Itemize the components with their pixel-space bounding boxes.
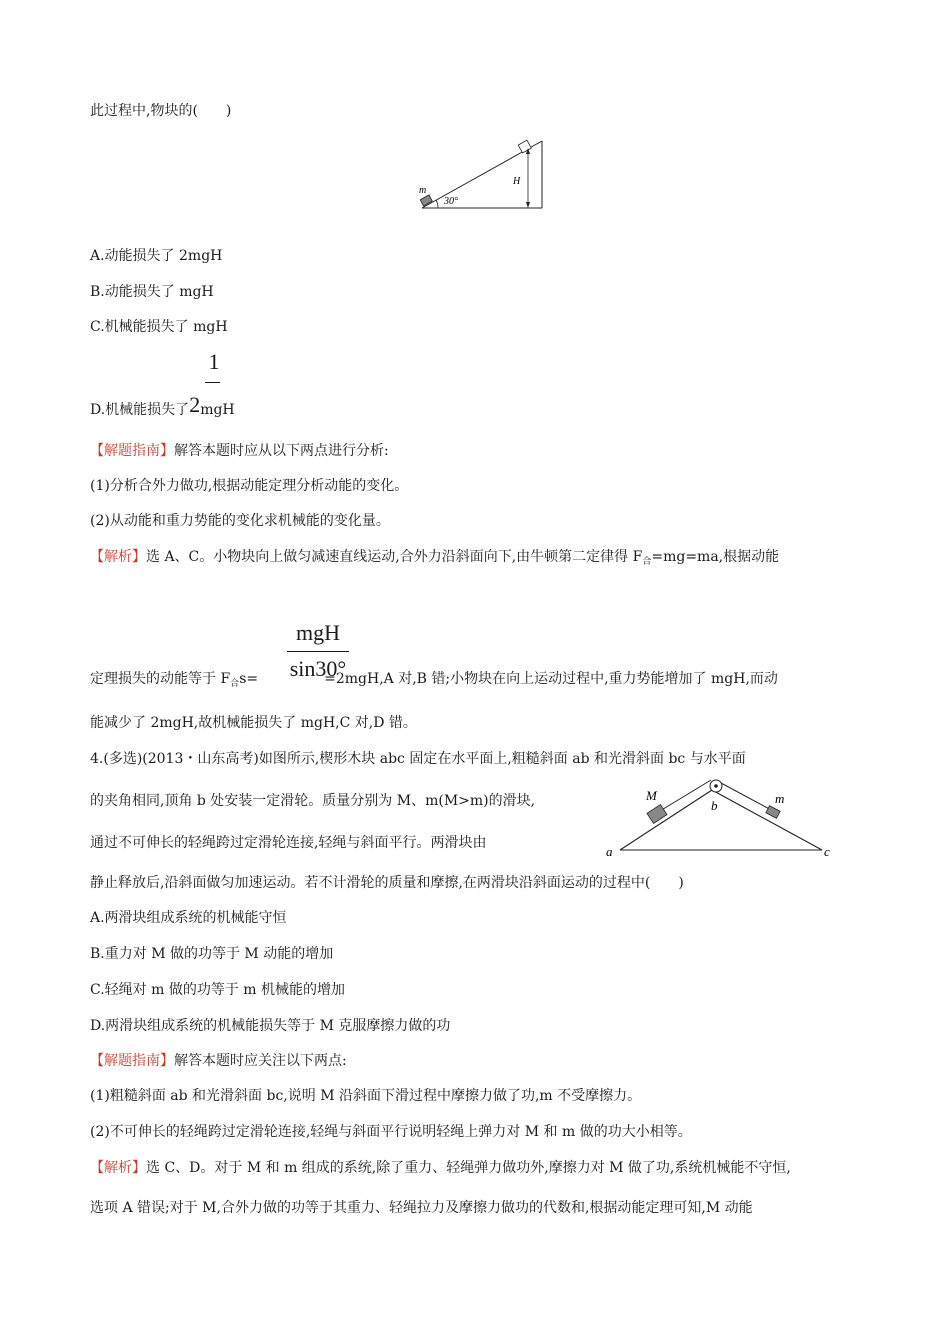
label-c: c xyxy=(824,844,830,859)
q4-analysis-1 xyxy=(90,1159,791,1177)
q3-option-b: B.动能损失了 mgH xyxy=(90,284,214,300)
height-label: H xyxy=(513,176,521,187)
q3-analysis-2 xyxy=(90,670,778,690)
analysis-tag: 【解析】 xyxy=(90,549,146,565)
frac-numerator: mgH xyxy=(296,620,340,645)
angle-label: 30° xyxy=(444,196,458,207)
q4-guide-1: (1)粗糙斜面 ab 和光滑斜面 bc,说明 M 沿斜面下滑过程中摩擦力做了功,m 不受摩擦力。 xyxy=(90,1088,642,1104)
q3-option-d xyxy=(90,392,235,419)
q3-guide xyxy=(90,442,389,460)
q4-stem-2: 的夹角相同,顶角 b 处安装一定滑轮。质量分别为 M、m(M>m)的滑块, xyxy=(90,793,536,809)
analysis-text: 选 A、C。小物块向上做匀减速直线运动,合外力沿斜面向下,由牛顿第二定律得 F xyxy=(146,549,643,565)
q4-guide-2: (2)不可伸长的轻绳跨过定滑轮连接,轻绳与斜面平行说明轻绳上弹力对 M 和 m 做的功大小相等。 xyxy=(90,1124,692,1140)
q4-analysis-2: 选项 A 错误;对于 M,合外力做的功等于其重力、轻绳拉力及摩擦力做功的代数和,根据动能定理可知,M 动能 xyxy=(90,1200,753,1216)
analysis-text: 定理损失的动能等于 F xyxy=(90,671,231,687)
q4-guide xyxy=(90,1052,347,1070)
q4-option-c: C.轻绳对 m 做的功等于 m 机械能的增加 xyxy=(90,982,346,998)
analysis-text: =mg=ma,根据动能 xyxy=(651,549,780,565)
q3-analysis-1 xyxy=(90,548,779,568)
option-d-frac-bar xyxy=(205,382,220,383)
label-m: m xyxy=(775,791,785,806)
analysis-text: 选 C、D。对于 M 和 m 组成的系统,除了重力、轻绳弹力做功外,摩擦力对 M 做了功,系统机械能不守恒, xyxy=(146,1160,791,1176)
q3-stem-tail: 此过程中,物块的( ) xyxy=(90,103,232,119)
guide-text: 解答本题时应从以下两点进行分析: xyxy=(174,443,389,459)
wedge-figure xyxy=(600,778,840,864)
label-b: b xyxy=(711,798,718,813)
block-m xyxy=(766,806,780,819)
subscript-he: 合 xyxy=(230,679,240,689)
analysis-text: =2mgH,A 对,B 错;小物块在向上运动过程中,重力势能增加了 mgH,而动 xyxy=(324,671,778,687)
q3-option-c: C.机械能损失了 mgH xyxy=(90,319,228,335)
frac-denominator: sin30° xyxy=(289,656,347,681)
guide-tag: 【解题指南】 xyxy=(90,1053,174,1069)
option-d-suffix: mgH xyxy=(200,402,235,418)
frac-bar xyxy=(287,651,349,652)
q4-option-d: D.两滑块组成系统的机械能损失等于 M 克服摩擦力做的功 xyxy=(90,1018,451,1034)
block-M xyxy=(647,805,667,824)
option-d-frac-num: 1 xyxy=(208,349,220,374)
q4-stem-1: 4.(多选)(2013・山东高考)如图所示,楔形木块 abc 固定在水平面上,粗糙斜面 ab 和光滑斜面 bc 与水平面 xyxy=(90,751,746,767)
incline-figure xyxy=(414,138,546,214)
option-d-frac-den: 2 xyxy=(189,392,201,417)
q4-stem-4: 静止释放后,沿斜面做匀加速运动。若不计滑轮的质量和摩擦,在两滑块沿斜面运动的过程中( ) xyxy=(90,875,684,891)
option-d-prefix: D.机械能损失了 xyxy=(90,402,190,418)
guide-tag: 【解题指南】 xyxy=(90,443,174,459)
analysis-text: s= xyxy=(239,671,259,687)
subscript-he: 合 xyxy=(642,557,652,567)
block-top xyxy=(518,140,531,153)
analysis-tag: 【解析】 xyxy=(90,1160,146,1176)
q4-stem-3: 通过不可伸长的轻绳跨过定滑轮连接,轻绳与斜面平行。两滑块由 xyxy=(90,835,487,851)
label-M: M xyxy=(646,788,657,803)
label-a: a xyxy=(606,844,613,859)
q3-guide-2: (2)从动能和重力势能的变化求机械能的变化量。 xyxy=(90,513,390,529)
q3-analysis-3: 能减少了 2mgH,故机械能损失了 mgH,C 对,D 错。 xyxy=(90,715,417,731)
mass-label: m xyxy=(419,185,427,196)
q4-option-a: A.两滑块组成系统的机械能守恒 xyxy=(90,910,287,926)
guide-text: 解答本题时应关注以下两点: xyxy=(174,1053,347,1069)
q3-guide-1: (1)分析合外力做功,根据动能定理分析动能的变化。 xyxy=(90,478,409,494)
q3-option-a: A.动能损失了 2mgH xyxy=(90,248,223,264)
q4-option-b: B.重力对 M 做的功等于 M 动能的增加 xyxy=(90,946,334,962)
block-bottom xyxy=(420,195,432,206)
